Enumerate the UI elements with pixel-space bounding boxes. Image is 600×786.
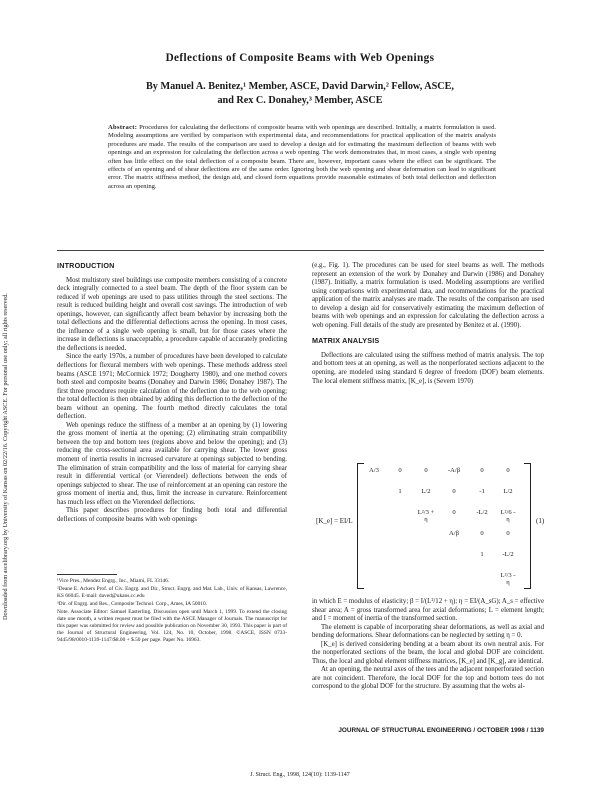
right-paragraph-4: The element is capable of incorporating shear deformations, as well as axial and bending deformations. Shear deformations can be neglected by setting η = 0. [312, 623, 544, 640]
footnote-note: Note. Associate Editor: Samuel Easterling. Discussion open until March 1, 1999. To extend the closing date one month, a written request must be filed with the ASCE Manager of Journals. The manuscript for this paper was submitted for review and possible publication on November 30, 1993. This paper is part of the Journal of Structural Engineering, Vol. 124, No. 10, October, 1998. ©ASCE, ISSN 0733-9445/98/0010-1139-1147/$8.00 + $.50 per page. Paper No. 16963. [57, 609, 287, 643]
equation-number: (1) [536, 517, 545, 525]
intro-paragraph-3: Web openings reduce the stiffness of a member at an opening by (1) lowering the gross moment of inertia at the opening; (2) eliminating strain compatibility between the top and bottom tees (regions above and below the opening); and (3) reducing the cross-sectional area available for carrying shear. The lower gross moment of inertia results in increased curvature at openings subjected to bending. The elimination of strain compatibility and the loss of material for carrying shear result in differential vertical (or Vierendeel) deflections between the ends of openings subjected to shear. The use of reinforcement at an opening can restore the gross moment of inertia and, thus, limit the increase in curvature. Reinforcement has much less effect on the Vierendeel deflections. [57, 421, 287, 506]
matrix-entry: L²/3 - η [500, 572, 516, 586]
right-paragraph-5: [K_e] is derived considering bending at a beam about its own neutral axis. For the nonperforated sections of the beam, the local and global DOF are coincident. Thus, the local and global element stiffness matrices, [K_e] and [K_g], are identical. [312, 640, 544, 665]
matrix-entry: A/3 [369, 467, 379, 474]
matrix-entry: -L/2 [476, 509, 488, 516]
authors-line-2: and Rex C. Donahey,³ Member, ASCE [217, 95, 383, 106]
footnote-3: ³Dir. of Engrg. and Res., Composite Technol. Corp., Ames, IA 50010. [57, 601, 208, 607]
authors-line-1: By Manuel A. Benitez,¹ Member, ASCE, David Darwin,² Fellow, ASCE, [146, 81, 454, 92]
matrix-right-bracket [524, 463, 531, 589]
left-column [57, 262, 287, 524]
matrix-entry: 0 [398, 467, 402, 474]
section-rule [57, 250, 544, 251]
right-paragraph-2: Deflections are calculated using the stiffness method of matrix analysis. The top and bottom tees at an opening, as well as the nonperforated sections adjacent to the opening, are modeled using standard 6 degree of freedom (DOF) beam elements. The local element stiffness matrix, [K_e], is (Severn 1970) [312, 351, 544, 385]
footnote-1: ¹Vice Pres., Mendez Engrg., Inc., Miami, FL 33146. [57, 578, 170, 584]
matrix-entry: 0 [506, 530, 510, 537]
matrix-entry: A/β [449, 530, 459, 537]
abstract-text: Procedures for calculating the deflections of composite beams with web openings are described. Initially, a matrix formulation is used. Modeling assumptions are verified by comparison with experimental data, and recommendations for practical application of the matrix analysis procedures are made. The results of the comparison are used to develop a design aid for estimating the maximum deflection of beams with web openings and an expression for calculating the deflection across a web opening. The work demonstrates that, in most cases, a single web opening often has little effect on the total deflection of a composite beam. There are, however, important cases where the effect can be significant. The effects of an opening and of shear deflections are of the same order. Ignoring both the web opening and shear deformation can lead to significant error. The matrix stiffness method, the design aid, and closed form equations provide reasonable estimates of both total deflection and deflection across an opening. [108, 124, 496, 190]
footnote-rule [57, 574, 117, 575]
matrix-entry: 1 [398, 488, 402, 495]
right-column-top [312, 262, 544, 452]
matrix-entry: 1 [480, 551, 484, 558]
citation: J. Struct. Eng., 1998, 124(10): 1139-1147 [250, 772, 350, 778]
matrix-entry: L/2 [421, 488, 431, 495]
matrix-entry: -L/2 [502, 551, 514, 558]
intro-paragraph-4: This paper describes procedures for finding both total and differential deflections of composite beams with web openings [57, 507, 287, 523]
matrix-entry: -1 [479, 488, 485, 495]
matrix-entry: 0 [480, 467, 484, 474]
matrix-entry: 0 [506, 467, 510, 474]
intro-paragraph-2: Since the early 1970s, a number of procedures have been developed to calculate deflections for flexural members with web openings. These methods address steel beams (ASCE 1971; McCormick 1972; Dougherty 1980), and one method covers both steel and composite beams (Donahey and Darwin 1986; Donahey 1987). The first three procedures require calculation of the deflection due to the web opening; the total deflection is then obtained by adding this deflection to the deflection of the beam without an opening. The fourth method directly calculates the total deflection. [57, 353, 287, 421]
footnote-2: ²Deane E. Ackers Prof. of Civ. Engrg. and Dir., Struct. Engrg. and Mat. Lab., Univ. of Kansas, Lawrence, KS 66045. E-mail: daved@ukans.cc.edu [57, 586, 287, 599]
paper-title: Deflections of Composite Beams with Web Openings [165, 52, 435, 64]
stiffness-matrix-equation [312, 455, 544, 595]
matrix-entry: 0 [452, 509, 456, 516]
abstract [108, 124, 496, 191]
footnotes [57, 578, 287, 645]
right-column-bottom [312, 598, 544, 692]
intro-heading: INTRODUCTION [57, 261, 115, 270]
download-sidebar [0, 160, 14, 620]
download-note: Downloaded from ascelibrary.org by University of Kansas on 02/22/16. Copyright ASCE. For personal use only; all rights reserved. [2, 293, 9, 620]
matrix-entry: L²/6 - η [500, 509, 516, 523]
authors-block [70, 80, 530, 108]
abstract-label: Abstract: [108, 124, 138, 131]
matrix-entry: 0 [480, 530, 484, 537]
intro-paragraph-1: Most multistory steel buildings use composite members consisting of a concrete deck integrally connected to a steel beam. The depth of the floor system can be reduced if web openings are used to pass utilities through the steel sections. The result is reduced building height and overall cost savings. The introduction of web openings, however, can significantly affect beam behavior by increasing both the total deflections and the differential deflections across the opening. In most cases, the influence of a single web opening is small, but for those cases where the increase in deflections is unacceptable, a procedure capable of accurately predicting the deflections is needed. [57, 276, 287, 352]
right-paragraph-6: At an opening, the neutral axes of the tees and the adjacent nonperforated section are not coincident. Therefore, the local DOF for the top and bottom tees do not correspond to the global DOF for the structure. By assuming that the webs al- [312, 666, 544, 691]
right-paragraph-1: (e.g., Fig. 1). The procedures can be used for steel beams as well. The methods represent an extension of the work by Donahey and Darwin (1986) and Donahey (1987). Initially, a matrix formulation is used. Modeling assumptions are verified using comparisons with experimental data, and recommendations for the practical application of the matrix analyses are made. The results of the comparison are used to develop a design aid for conservatively estimating the maximum deflection of beams with web openings and an expression for calculating the deflection across a web opening. Full details of the study are presented by Benitez et al. (1990). [312, 262, 544, 329]
matrix-left-bracket [357, 463, 364, 589]
matrix-entry: L²/3 + η [417, 509, 435, 523]
matrix-entry: L/2 [503, 488, 513, 495]
matrix-entry: 0 [424, 467, 428, 474]
matrix-entry: 0 [452, 488, 456, 495]
matrix-heading: MATRIX ANALYSIS [312, 336, 380, 346]
right-paragraph-3: in which E = modulus of elasticity; β = I/(L²/12 + η); η = EI/(A_sG); A_s = effective shear area; A = gross transformed area for axial deformations; L = element length; and I = moment of inertia of the transformed section. [312, 598, 545, 623]
matrix-label: [K_e] = EI/L [316, 517, 353, 525]
journal-footer: JOURNAL OF STRUCTURAL ENGINEERING / OCTOBER 1998 / 1139 [338, 727, 544, 734]
matrix-entry: -A/β [447, 467, 461, 474]
